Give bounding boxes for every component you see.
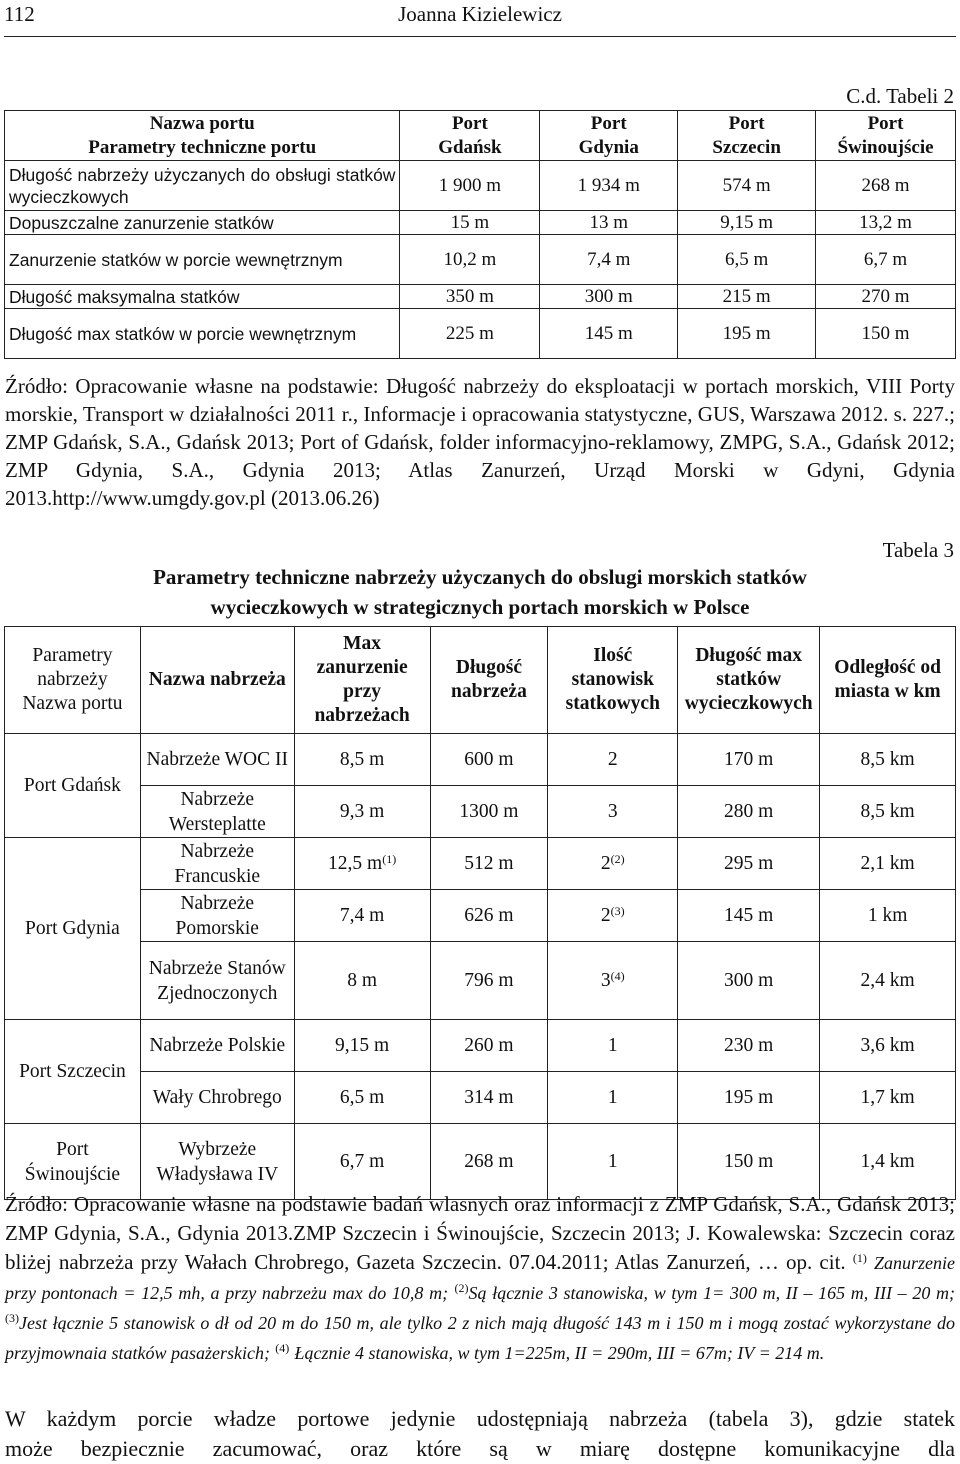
table-row	[5, 1020, 956, 1072]
page-number: 112	[4, 2, 35, 26]
quay-name: Nabrzeże Pomorskie	[140, 890, 294, 942]
city-distance: 1,7 km	[820, 1072, 956, 1124]
source-text: Źródło: Opracowanie własne na podstawie badań wlasnych oraz informacji z ZMP Gdańsk, S.A., Gdańsk 2013; ZMP Gdynia, S.A., Gdynia 2013.ZMP Szczecin i Świnoujście, Szczecin 2013; J. Kowalewska: Szczecin coraz bliżej nabrzeża przy Wałach Chrobrego, Gazeta Szczecin. 07.04.2011; Atlas Zanurzeń, … op. cit.	[5, 1192, 955, 1274]
berth-count: 1	[548, 1124, 678, 1200]
table-3-title-line-1: Parametry techniczne nabrzeży użyczanych do obslugi morskich statków	[153, 565, 807, 589]
max-draft: 8,5 m	[294, 734, 430, 786]
cell-value: 195 m	[678, 309, 816, 359]
table-row	[5, 890, 956, 942]
berth-count: 2	[548, 734, 678, 786]
footnote-text: Zanurzenie przy pontonach = 12,5 mh, a przy nabrzeżu max do 10,8 m;	[5, 1253, 956, 1303]
quay-length: 260 m	[430, 1020, 548, 1072]
table-2-continued	[4, 110, 956, 359]
city-distance: 2,4 km	[820, 942, 956, 1020]
cell-value: 574 m	[678, 161, 816, 211]
max-draft: 8 m	[294, 942, 430, 1020]
header-city-distance: Odległość od miasta w km	[820, 627, 956, 734]
header-port-gdansk: Port Gdańsk	[400, 111, 540, 161]
cell-value: 150 m	[816, 309, 956, 359]
quay-length: 796 m	[430, 942, 548, 1020]
berth-count: 1	[548, 1072, 678, 1124]
cell-value: 7,4 m	[540, 235, 678, 285]
paragraph-line-1: W każdym porcie władze portowe jedynie udostępniają nabrzeża (tabela 3), gdzie statek	[5, 1406, 955, 1431]
max-draft: 12,5 $m^{(1)}$	[294, 838, 430, 890]
berth-count: 3	[548, 786, 678, 838]
quay-length: 512 m	[430, 838, 548, 890]
table-row	[5, 235, 956, 285]
berth-count: 2$^{(3)}$	[548, 890, 678, 942]
berth-count: 2$^{(2)}$	[548, 838, 678, 890]
max-ship-length: 230 m	[678, 1020, 820, 1072]
city-distance: 8,5 km	[820, 786, 956, 838]
quay-length: 314 m	[430, 1072, 548, 1124]
cell-value: 9,15 m	[678, 211, 816, 235]
quay-name: Wały Chrobrego	[140, 1072, 294, 1124]
city-distance: 1 km	[820, 890, 956, 942]
table-row	[5, 838, 956, 890]
max-draft: 7,4 m	[294, 890, 430, 942]
table-row	[5, 942, 956, 1020]
table-row	[5, 1072, 956, 1124]
max-ship-length: 150 m	[678, 1124, 820, 1200]
footnote-mark: (3)	[5, 1311, 19, 1325]
table-row	[5, 161, 956, 211]
header-cell-port-params	[5, 111, 400, 161]
table-row	[5, 211, 956, 235]
footnote-mark: (1)	[852, 1251, 867, 1265]
row-label: Zanurzenie statków w porcie wewnętrznym	[5, 235, 400, 285]
quay-name: Nabrzeże Francuskie	[140, 838, 294, 890]
quay-name: Nabrzeże Stanów Zjednoczonych	[140, 942, 294, 1020]
header-port-swinoujscie: Port Świnoujście	[816, 111, 956, 161]
footnote-text: Łącznie 4 stanowiska, w tym 1=225m, II = 290m, III = 67m; IV = 214 m.	[294, 1343, 825, 1363]
cell-value: 13 m	[540, 211, 678, 235]
header-rule	[4, 36, 956, 37]
table-row	[5, 786, 956, 838]
quay-length: 1300 m	[430, 786, 548, 838]
quay-name: Nabrzeże Polskie	[140, 1020, 294, 1072]
cell-value: 145 m	[540, 309, 678, 359]
port-cell-gdansk: Port Gdańsk	[5, 734, 141, 838]
cell-value: 15 m	[400, 211, 540, 235]
max-ship-length: 145 m	[678, 890, 820, 942]
port-cell-swinoujscie: Port Świnoujście	[5, 1124, 141, 1200]
table-2-source-note: Źródło: Opracowanie własne na podstawie: Długość nabrzeży do eksploatacji w portach morskich, VIII Porty morskie, Transport w działalności 2011 r., Informacje i opracowania statystyczne, GUS, Warszawa 2012. s. 227.; ZMP Gdańsk, S.A., Gdańsk 2013; Port of Gdańsk, folder informacyjno-reklamowy, ZMPG, S.A., Gdańsk 2012; ZMP Gdynia, S.A., Gdynia 2013; Atlas Zanurzeń, Urząd Morski w Gdyni, Gdynia 2013.http://www.umgdy.gov.pl (2013.06.26)	[5, 374, 955, 510]
cell-value: 10,2 m	[400, 235, 540, 285]
cell-value: 6,5 m	[678, 235, 816, 285]
paragraph-line-2: może bezpiecznie zacumować, oraz które są w miarę dostępne komunikacyjne dla	[5, 1436, 955, 1461]
row-label: Długość max statków w porcie wewnętrznym	[5, 309, 400, 359]
quay-name: Wybrzeże Władysława IV	[140, 1124, 294, 1200]
city-distance: 1,4 km	[820, 1124, 956, 1200]
cell-value: 300 m	[540, 285, 678, 309]
cell-value: 13,2 m	[816, 211, 956, 235]
cell-value: 6,7 m	[816, 235, 956, 285]
city-distance: 3,6 km	[820, 1020, 956, 1072]
footnote-mark: (2)	[454, 1281, 469, 1295]
city-distance: 2,1 km	[820, 838, 956, 890]
header-max-draft: Max zanurzenie przy nabrzeżach	[294, 627, 430, 734]
quay-length: 600 m	[430, 734, 548, 786]
header-quay-name: Nazwa nabrzeża	[140, 627, 294, 734]
max-draft: 6,5 m	[294, 1072, 430, 1124]
city-distance: 8,5 km	[820, 734, 956, 786]
row-label: Długość maksymalna statków	[5, 285, 400, 309]
max-draft: 9,15 m	[294, 1020, 430, 1072]
cell-value: 1 900 m	[400, 161, 540, 211]
table-header-row	[5, 627, 956, 734]
row-label: Długość nabrzeży użyczanych do obsługi statków wycieczkowych	[5, 161, 400, 211]
table-3-label: Tabela 3	[882, 538, 954, 562]
cell-value: 268 m	[816, 161, 956, 211]
table-3	[4, 626, 956, 1200]
table-header-row	[5, 111, 956, 161]
port-cell-szczecin: Port Szczecin	[5, 1020, 141, 1124]
cell-value: 350 m	[400, 285, 540, 309]
cell-value: 270 m	[816, 285, 956, 309]
berth-count: 1	[548, 1020, 678, 1072]
header-port-szczecin: Port Szczecin	[678, 111, 816, 161]
body-paragraph	[5, 1404, 955, 1464]
table-row	[5, 309, 956, 359]
max-ship-length: 280 m	[678, 786, 820, 838]
header-max-ship-length: Długość max statków wycieczkowych	[678, 627, 820, 734]
header-berth-count: Ilość stanowisk statkowych	[548, 627, 678, 734]
max-ship-length: 295 m	[678, 838, 820, 890]
header-port-gdynia: Port Gdynia	[540, 111, 678, 161]
table-row	[5, 734, 956, 786]
running-head-author: Joanna Kizielewicz	[398, 2, 562, 26]
quay-length: 268 m	[430, 1124, 548, 1200]
port-cell-gdynia: Port Gdynia	[5, 838, 141, 1020]
table-3-source-note	[5, 1190, 955, 1368]
footnote-text: Jest łącznie 5 stanowisk o dł od 20 m do 150 m, ale tylko 2 z nich mają długość 143 m i 150 m i mogą zostać wykorzystane do przyjmownaia statków pasażerskich;	[5, 1313, 955, 1363]
quay-name: Nabrzeże WOC II	[140, 734, 294, 786]
cell-value: 1 934 m	[540, 161, 678, 211]
row-label: Dopuszczalne zanurzenie statków	[5, 211, 400, 235]
cell-value: 225 m	[400, 309, 540, 359]
max-ship-length: 170 m	[678, 734, 820, 786]
page-header	[0, 2, 960, 32]
header-tech-params: Parametry techniczne portu	[88, 136, 317, 158]
quay-length: 626 m	[430, 890, 548, 942]
table-3-title	[0, 562, 960, 622]
footnote-text: Są łącznie 3 stanowiska, w tym 1= 300 m, II – 165 m, III – 20 m;	[468, 1283, 955, 1303]
max-draft: 9,3 m	[294, 786, 430, 838]
footnote-mark: (4)	[275, 1341, 290, 1355]
table-continuation-label: C.d. Tabeli 2	[846, 84, 954, 108]
header-port-params: Parametry nabrzeży Nazwa portu	[5, 627, 141, 734]
max-draft: 6,7 m	[294, 1124, 430, 1200]
table-row	[5, 1124, 956, 1200]
header-quay-length: Długość nabrzeża	[430, 627, 548, 734]
header-port-name: Nazwa portu	[149, 112, 255, 134]
max-ship-length: 195 m	[678, 1072, 820, 1124]
quay-name: Nabrzeże Wersteplatte	[140, 786, 294, 838]
table-row	[5, 285, 956, 309]
table-3-title-line-2: wycieczkowych w strategicznych portach morskich w Polsce	[210, 595, 750, 619]
cell-value: 215 m	[678, 285, 816, 309]
berth-count: 3$^{(4)}$	[548, 942, 678, 1020]
max-ship-length: 300 m	[678, 942, 820, 1020]
